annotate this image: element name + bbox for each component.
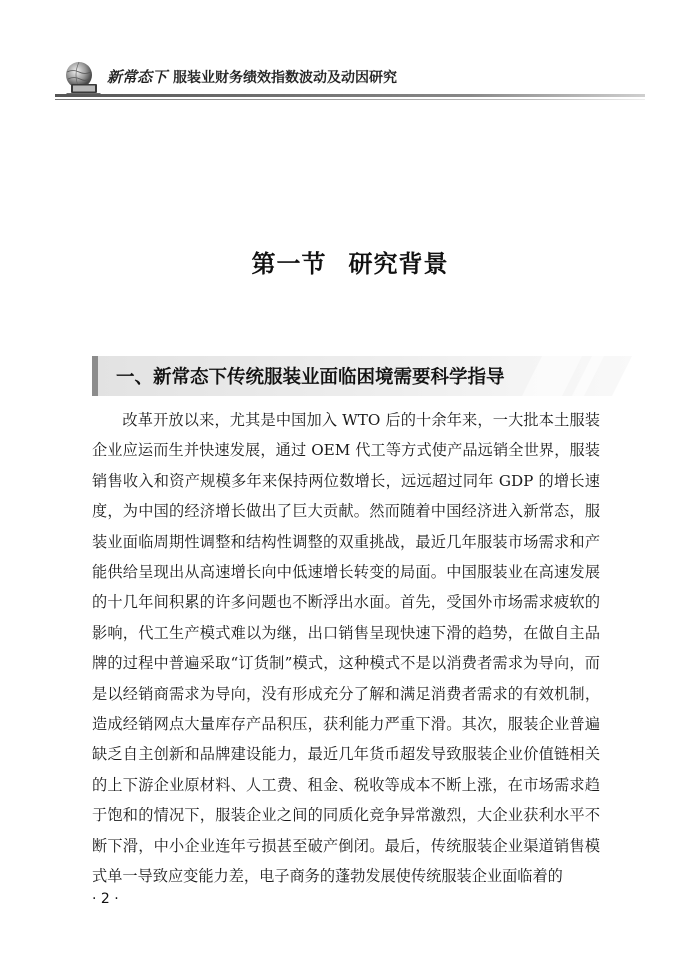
- running-header-title: [107, 66, 397, 88]
- section-number: 第一节: [251, 250, 327, 278]
- series-title: 新常态下: [107, 68, 168, 86]
- section-heading: [0, 244, 700, 279]
- subsection-heading: [92, 356, 632, 396]
- running-header: [55, 58, 645, 102]
- section-title: 研究背景: [348, 250, 449, 278]
- subsection-title: 一、新常态下传统服装业面临困境需要科学指导: [116, 367, 505, 388]
- book-title: 服装业财务绩效指数波动及动因研究: [173, 70, 398, 86]
- globe-laptop-icon: [59, 60, 103, 98]
- header-rule: [55, 94, 645, 97]
- page-number: · 2 ·: [92, 891, 119, 907]
- header-rule-thin: [55, 99, 645, 100]
- body-paragraph: 改革开放以来，尤其是中国加入 WTO 后的十余年来，一大批本土服装企业应运而生并快速发展，通过 OEM 代工等方式使产品远销全世界，服装销售收入和资产规模多年来保持两位数增长，远远超过同年 GDP 的增长速度，为中国的经济增长做出了巨大贡献。然而随着中国经济进入新常态，服装业面临周期性调整和结构性调整的双重挑战，最近几年服装市场需求和产能供给呈现出从高速增长向中低速增长转变的局面。中国服装业在高速发展的十几年间积累的许多问题也不断浮出水面。首先，受国外市场需求疲软的影响，代工生产模式难以为继，出口销售呈现快速下滑的趋势，在做自主品牌的过程中普遍采取“订货制”模式，这种模式不是以消费者需求为导向，而是以经销商需求为导向，没有形成充分了解和满足消费者需求的有效机制，造成经销网点大量库存产品积压，获利能力严重下滑。其次，服装企业普遍缺乏自主创新和品牌建设能力，最近几年货币超发导致服装企业价值链相关的上下游企业原材料、人工费、租金、税收等成本不断上涨，在市场需求趋于饱和的情况下，服装企业之间的同质化竞争异常激烈，大企业获利水平不断下滑，中小企业连年亏损甚至破产倒闭。最后，传统服装企业渠道销售模式单一导致应变能力差，电子商务的蓬勃发展使传统服装企业面临着的: [92, 411, 600, 886]
